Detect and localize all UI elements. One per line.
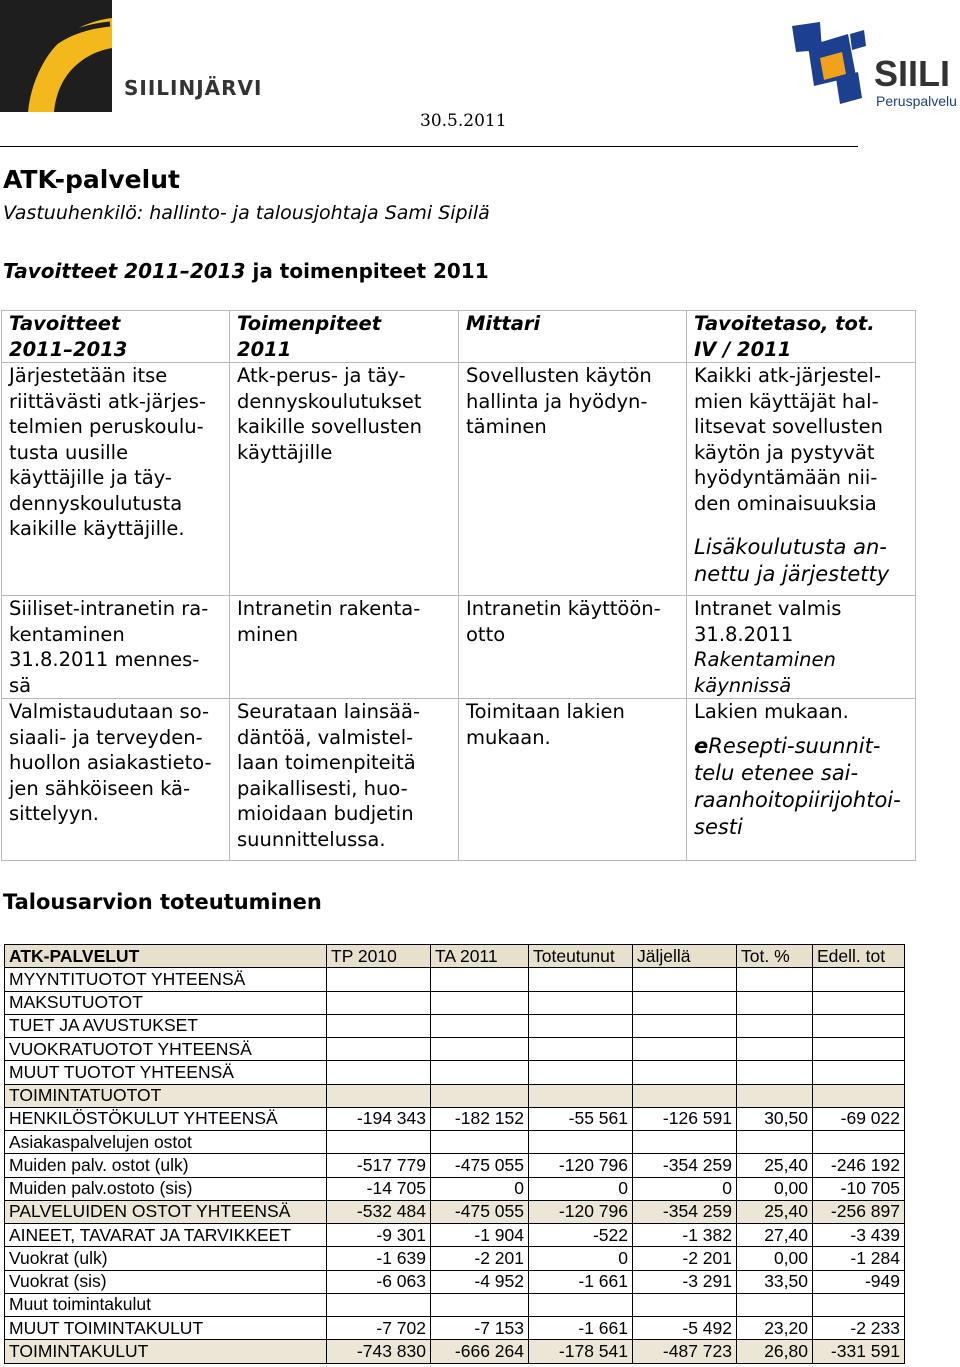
budget-row — [5, 1131, 905, 1154]
budget-cell — [529, 968, 633, 991]
budget-row — [5, 1224, 905, 1247]
budget-cell — [431, 1061, 529, 1084]
target-cell — [687, 699, 916, 861]
budget-cell: -666 264 — [431, 1340, 529, 1363]
budget-cell — [813, 1084, 905, 1107]
budget-cell — [813, 1131, 905, 1154]
budget-row-label: Asiakaspalvelujen ostot — [5, 1131, 327, 1154]
goals-header-actions: Toimenpiteet 2011 — [230, 311, 459, 363]
budget-row — [5, 1177, 905, 1200]
budget-row-label: TOIMINTATUOTOT — [5, 1084, 327, 1107]
budget-cell — [813, 1014, 905, 1037]
budget-cell: 0,00 — [737, 1247, 813, 1270]
budget-cell: -532 484 — [327, 1200, 431, 1223]
budget-cell: -126 591 — [633, 1107, 737, 1130]
budget-row-label: TOIMINTAKULUT — [5, 1340, 327, 1363]
budget-row — [5, 1014, 905, 1037]
budget-cell: -246 192 — [813, 1154, 905, 1177]
target-cell — [687, 596, 916, 699]
budget-cell: -743 830 — [327, 1340, 431, 1363]
budget-row — [5, 1247, 905, 1270]
budget-cell — [327, 1014, 431, 1037]
budget-cell — [737, 1131, 813, 1154]
budget-cell — [633, 1038, 737, 1061]
goals-table-row — [2, 699, 916, 861]
budget-row-label: Muiden palv.ostoto (sis) — [5, 1177, 327, 1200]
budget-cell — [737, 1061, 813, 1084]
budget-cell — [327, 1293, 431, 1316]
budget-cell — [327, 1061, 431, 1084]
goals-heading-italic: Tavoitteet 2011–2013 — [3, 259, 246, 283]
budget-row — [5, 1293, 905, 1316]
budget-cell — [813, 968, 905, 991]
action-cell: Atk-perus- ja täy- dennyskoulutukset kaikille sovellusten käyttäjille — [230, 363, 459, 596]
budget-cell — [529, 1014, 633, 1037]
budget-cell: -487 723 — [633, 1340, 737, 1363]
goal-cell: Järjestetään itse riittävästi atk-järjes- telmien peruskoulu- tusta uusille käyttäjille ja täy- dennyskoulutusta kaikille käyttäjille. — [2, 363, 230, 596]
budget-column-header: Toteutunut — [529, 945, 633, 968]
budget-cell — [529, 1061, 633, 1084]
budget-cell: 0 — [529, 1177, 633, 1200]
metric-cell: Sovellusten käytön hallinta ja hyödyn- täminen — [459, 363, 687, 596]
budget-cell: -475 055 — [431, 1200, 529, 1223]
budget-cell: -194 343 — [327, 1107, 431, 1130]
goals-table-header-row — [2, 311, 916, 363]
budget-row — [5, 1340, 905, 1363]
budget-cell — [633, 991, 737, 1014]
budget-cell — [737, 1293, 813, 1316]
budget-cell: -354 259 — [633, 1154, 737, 1177]
budget-cell: -2 233 — [813, 1317, 905, 1340]
budget-row-label: VUOKRATUOTOT YHTEENSÄ — [5, 1038, 327, 1061]
goal-cell: Siiliset-intranetin ra- kentaminen 31.8.2011 mennes- sä — [2, 596, 230, 699]
budget-cell: 0 — [529, 1247, 633, 1270]
budget-row-label: MAKSUTUOTOT — [5, 991, 327, 1014]
budget-cell — [431, 968, 529, 991]
goals-heading — [3, 259, 489, 283]
budget-row-label: PALVELUIDEN OSTOT YHTEENSÄ — [5, 1200, 327, 1223]
siilinjarvi-logo-icon — [0, 0, 112, 112]
budget-row — [5, 1200, 905, 1223]
budget-cell — [737, 1014, 813, 1037]
budget-cell: -522 — [529, 1224, 633, 1247]
document-date: 30.5.2011 — [420, 111, 507, 131]
goals-table-row — [2, 363, 916, 596]
budget-cell — [327, 1131, 431, 1154]
budget-row — [5, 1061, 905, 1084]
siiliset-logo-icon — [790, 20, 960, 112]
budget-header-row — [5, 945, 905, 968]
header-divider — [0, 146, 858, 147]
budget-cell: 23,20 — [737, 1317, 813, 1340]
budget-cell: 0,00 — [737, 1177, 813, 1200]
budget-cell — [633, 968, 737, 991]
budget-cell: -120 796 — [529, 1154, 633, 1177]
budget-cell: -55 561 — [529, 1107, 633, 1130]
budget-cell — [813, 991, 905, 1014]
budget-cell — [529, 1084, 633, 1107]
responsible-person: Vastuuhenkilö: hallinto- ja talousjohtaja Sami Sipilä — [3, 202, 490, 224]
budget-cell: -354 259 — [633, 1200, 737, 1223]
budget-cell: 26,80 — [737, 1340, 813, 1363]
budget-cell: -3 291 — [633, 1270, 737, 1293]
budget-row — [5, 991, 905, 1014]
budget-cell: -331 591 — [813, 1340, 905, 1363]
metric-cell: Toimitaan lakien mukaan. — [459, 699, 687, 861]
budget-row-label: Muiden palv. ostot (ulk) — [5, 1154, 327, 1177]
budget-cell — [737, 968, 813, 991]
budget-cell: -1 904 — [431, 1224, 529, 1247]
budget-row-label: Vuokrat (ulk) — [5, 1247, 327, 1270]
budget-row-label: Muut toimintakulut — [5, 1293, 327, 1316]
budget-row-label: MYYNTITUOTOT YHTEENSÄ — [5, 968, 327, 991]
action-cell: Intranetin rakenta- minen — [230, 596, 459, 699]
budget-column-header: Tot. % — [737, 945, 813, 968]
budget-cell: -14 705 — [327, 1177, 431, 1200]
budget-cell — [529, 1293, 633, 1316]
budget-heading: Talousarvion toteutuminen — [3, 890, 322, 914]
goals-header-metric: Mittari — [459, 311, 687, 363]
budget-cell — [431, 1293, 529, 1316]
budget-column-header: TA 2011 — [431, 945, 529, 968]
budget-cell — [327, 991, 431, 1014]
budget-column-header: TP 2010 — [327, 945, 431, 968]
budget-cell: -182 152 — [431, 1107, 529, 1130]
budget-cell: -2 201 — [633, 1247, 737, 1270]
budget-cell — [813, 1038, 905, 1061]
budget-cell: -7 153 — [431, 1317, 529, 1340]
goals-table — [1, 310, 916, 861]
budget-row — [5, 968, 905, 991]
municipality-logo-text: SIILINJÄRVI — [124, 76, 263, 100]
budget-cell — [529, 991, 633, 1014]
budget-cell — [431, 1084, 529, 1107]
budget-row-label: MUUT TUOTOT YHTEENSÄ — [5, 1061, 327, 1084]
budget-row-label: HENKILÖSTÖKULUT YHTEENSÄ — [5, 1107, 327, 1130]
budget-cell: -178 541 — [529, 1340, 633, 1363]
budget-cell: -6 063 — [327, 1270, 431, 1293]
budget-row — [5, 1038, 905, 1061]
budget-row-label: Vuokrat (sis) — [5, 1270, 327, 1293]
metric-cell: Intranetin käyttöön- otto — [459, 596, 687, 699]
goal-cell: Valmistaudutaan so- siaali- ja terveyden- huollon asiakastieto- jen sähköiseen kä- sittelyyn. — [2, 699, 230, 861]
target-note: Lisäkoulutusta an- nettu ja järjestetty — [694, 535, 890, 586]
budget-row — [5, 1107, 905, 1130]
budget-cell — [813, 1293, 905, 1316]
budget-table — [4, 944, 905, 1364]
budget-cell: -1 639 — [327, 1247, 431, 1270]
budget-cell: 33,50 — [737, 1270, 813, 1293]
budget-cell: -10 705 — [813, 1177, 905, 1200]
budget-cell: -475 055 — [431, 1154, 529, 1177]
budget-cell: -1 382 — [633, 1224, 737, 1247]
siiliset-logo-text: SIILI — [874, 53, 951, 94]
budget-cell — [633, 1293, 737, 1316]
budget-cell — [633, 1061, 737, 1084]
budget-cell — [529, 1038, 633, 1061]
target-text: Kaikki atk-järjestel- mien käyttäjät hal- litsevat sovellusten käytön ja pystyvät hyödyntämään nii- den ominaisuuksia — [694, 364, 883, 515]
budget-cell: -3 439 — [813, 1224, 905, 1247]
budget-cell: -1 284 — [813, 1247, 905, 1270]
budget-row-label: MUUT TOIMINTAKULUT — [5, 1317, 327, 1340]
page-title: ATK-palvelut — [3, 165, 180, 194]
target-note-bold: e — [694, 733, 709, 758]
budget-cell: -5 492 — [633, 1317, 737, 1340]
target-note — [694, 734, 901, 839]
budget-cell — [633, 1014, 737, 1037]
budget-cell: -4 952 — [431, 1270, 529, 1293]
target-note: Rakentaminen käynnissä — [694, 648, 836, 697]
goals-header-target: Tavoitetaso, tot. IV / 2011 — [687, 311, 916, 363]
budget-cell — [633, 1131, 737, 1154]
budget-cell — [737, 991, 813, 1014]
budget-cell — [813, 1061, 905, 1084]
siiliset-logo-subtext: Peruspalvelu — [876, 93, 957, 109]
budget-cell — [327, 1038, 431, 1061]
budget-cell: 25,40 — [737, 1154, 813, 1177]
budget-cell: 30,50 — [737, 1107, 813, 1130]
budget-cell — [327, 1084, 431, 1107]
siilinjarvi-logo — [0, 0, 112, 112]
budget-cell — [431, 1014, 529, 1037]
budget-row — [5, 1317, 905, 1340]
budget-cell: 0 — [633, 1177, 737, 1200]
budget-cell — [431, 991, 529, 1014]
budget-cell — [327, 968, 431, 991]
budget-cell: -7 702 — [327, 1317, 431, 1340]
budget-cell: -517 779 — [327, 1154, 431, 1177]
goals-heading-rest: ja toimenpiteet 2011 — [245, 259, 489, 283]
budget-cell: 25,40 — [737, 1200, 813, 1223]
target-note-rest: Resepti-suunnit- telu etenee sai- raanhoitopiirijohtoi- sesti — [694, 733, 901, 839]
budget-cell: -2 201 — [431, 1247, 529, 1270]
budget-cell — [431, 1131, 529, 1154]
budget-cell: 0 — [431, 1177, 529, 1200]
budget-cell: -1 661 — [529, 1270, 633, 1293]
budget-cell — [737, 1038, 813, 1061]
budget-row — [5, 1154, 905, 1177]
budget-row — [5, 1084, 905, 1107]
budget-row-label: TUET JA AVUSTUKSET — [5, 1014, 327, 1037]
target-text: Intranet valmis 31.8.2011 — [694, 597, 842, 646]
budget-cell: -9 301 — [327, 1224, 431, 1247]
budget-cell: -1 661 — [529, 1317, 633, 1340]
action-cell: Seurataan lainsää- däntöä, valmistel- laan toimenpiteitä paikallisesti, huo- mioidaan budjetin suunnittelussa. — [230, 699, 459, 861]
budget-cell — [529, 1131, 633, 1154]
budget-column-header: Edell. tot — [813, 945, 905, 968]
budget-cell: -69 022 — [813, 1107, 905, 1130]
budget-column-header: ATK-PALVELUT — [5, 945, 327, 968]
goals-header-goals: Tavoitteet 2011–2013 — [2, 311, 230, 363]
goals-table-row — [2, 596, 916, 699]
budget-row-label: AINEET, TAVARAT JA TARVIKKEET — [5, 1224, 327, 1247]
budget-column-header: Jäljellä — [633, 945, 737, 968]
budget-cell: -120 796 — [529, 1200, 633, 1223]
target-cell — [687, 363, 916, 596]
budget-cell — [737, 1084, 813, 1107]
siiliset-logo — [790, 20, 960, 112]
budget-cell: -949 — [813, 1270, 905, 1293]
budget-cell — [431, 1038, 529, 1061]
budget-cell: 27,40 — [737, 1224, 813, 1247]
budget-cell: -256 897 — [813, 1200, 905, 1223]
target-text: Lakien mukaan. — [694, 700, 849, 723]
budget-row — [5, 1270, 905, 1293]
budget-cell — [633, 1084, 737, 1107]
